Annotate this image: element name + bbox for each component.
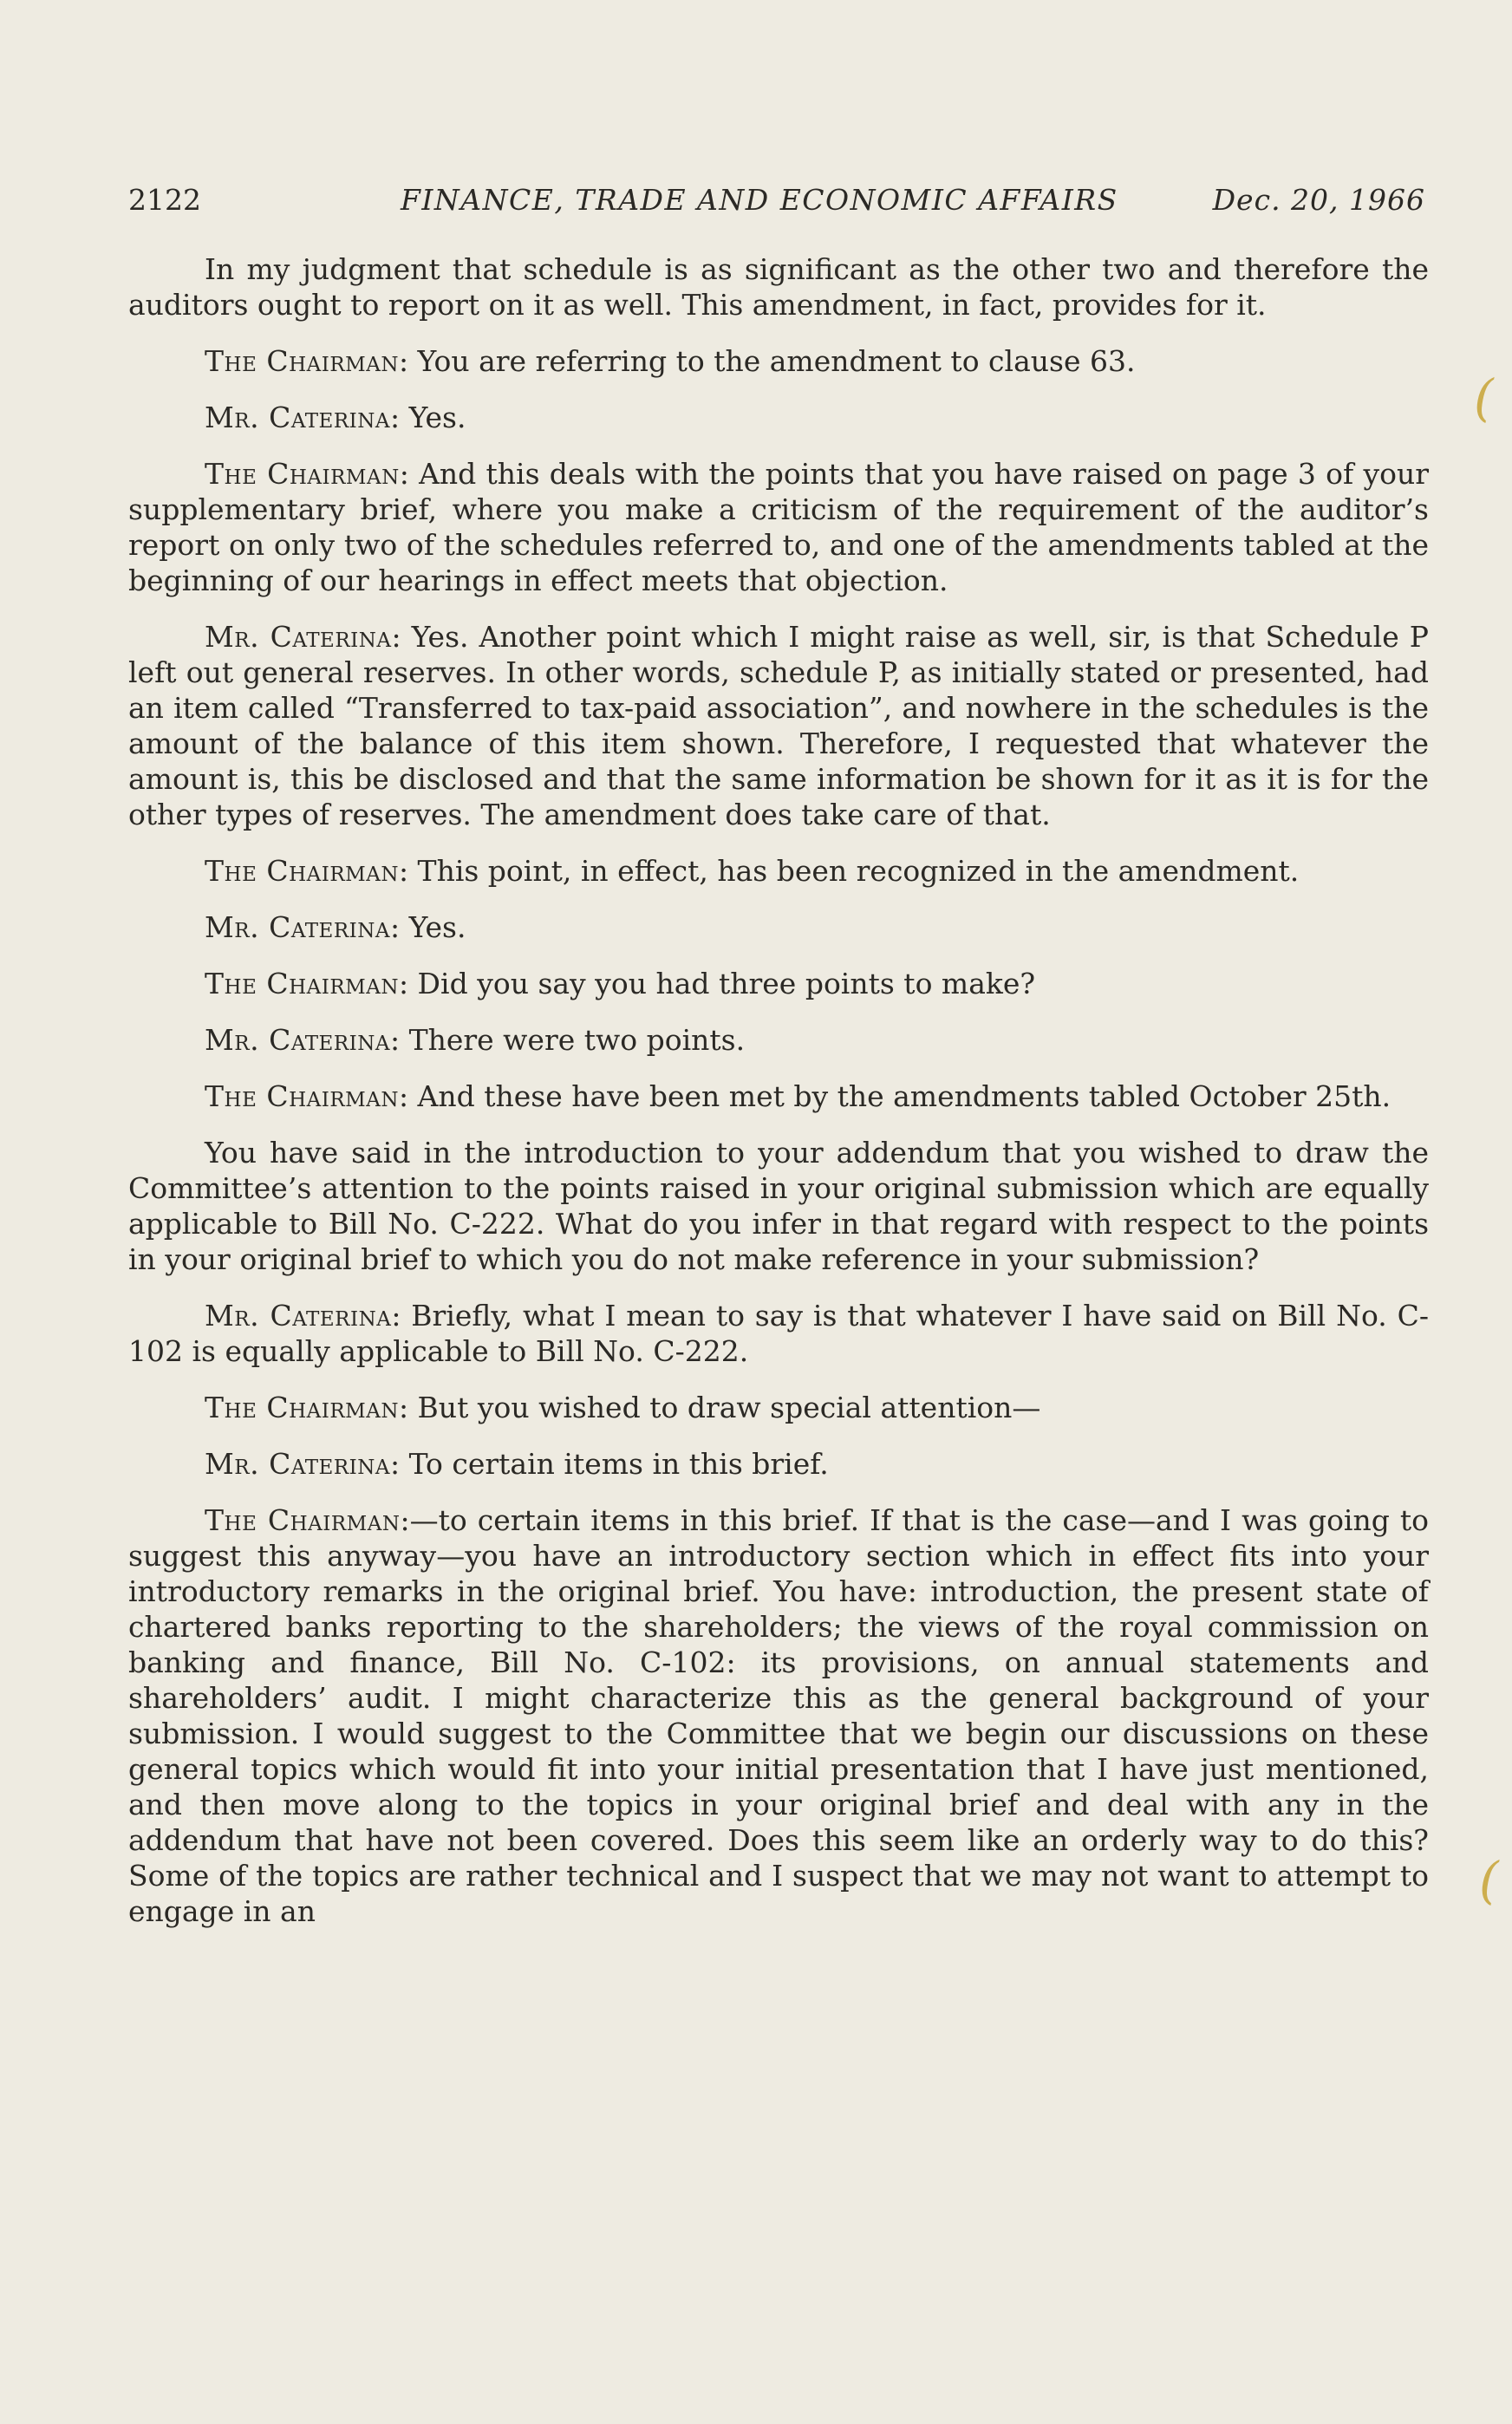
paragraph-text: : Yes. Another point which I might raise as well, sir, is that Schedule P left out general reserves. In other words, schedule P, as initially stated or presented, had an item called “Transferred to tax-paid association”, and nowhere in the schedules is the amount of the balance of this item shown. Therefore, I requested that whatever the amount is, this be disclosed and that the same information be shown for it as it is for the other types of reserves. The amendment does take care of that. bbox=[128, 620, 1429, 831]
paragraph bbox=[128, 1390, 1429, 1425]
paragraph bbox=[128, 1502, 1429, 1929]
paragraph bbox=[128, 1298, 1429, 1369]
paragraph-text: : Yes. bbox=[389, 910, 466, 944]
paragraph bbox=[128, 619, 1429, 832]
paragraph bbox=[128, 909, 1429, 945]
paragraph-text: : Yes. bbox=[389, 401, 466, 434]
speaker-name: The Chairman bbox=[205, 1391, 399, 1424]
header-date: Dec. 20, 1966 bbox=[1212, 183, 1425, 217]
page-header bbox=[128, 179, 1434, 222]
paragraph-text: : You are referring to the amendment to clause 63. bbox=[398, 344, 1136, 378]
paragraph-text: : There were two points. bbox=[389, 1023, 746, 1057]
speaker-name: The Chairman bbox=[205, 1079, 399, 1113]
speaker-name: The Chairman bbox=[205, 854, 399, 888]
speaker-name: The Chairman bbox=[205, 967, 399, 1000]
paragraph bbox=[128, 1446, 1429, 1482]
speaker-name: The Chairman bbox=[205, 344, 399, 378]
paragraph-text: In my judgment that schedule is as significant as the other two and therefore the auditors ought to report on it as well. This amendment, in fact, provides for it. bbox=[128, 252, 1429, 322]
paragraph-text: : This point, in effect, has been recognized in the amendment. bbox=[398, 854, 1300, 888]
paragraph bbox=[128, 1022, 1429, 1058]
margin-bracket-mark: ( bbox=[1479, 1851, 1499, 1910]
paragraph bbox=[128, 966, 1429, 1001]
speaker-name: The Chairman bbox=[205, 457, 400, 491]
paragraph-text: : Briefly, what I mean to say is that whatever I have said on Bill No. C-102 is equally applicable to Bill No. C-222. bbox=[128, 1299, 1429, 1368]
paragraph-text: : But you wished to draw special attention— bbox=[398, 1391, 1041, 1424]
paragraph-text: : Did you say you had three points to make? bbox=[398, 967, 1036, 1000]
speaker-name: The Chairman bbox=[205, 1503, 401, 1537]
speaker-name: Mr. Caterina bbox=[205, 910, 390, 944]
paragraph-text: :—to certain items in this brief. If that is the case—and I was going to suggest this anyway—you have an introductory section which in effect fits into your introductory remarks in the original brief. You have: introduction, the present state of chartered banks reporting to the shareholders; the views of the royal commission on banking and finance, Bill No. C-102: its provisions, on annual statements and shareholders’ audit. I might characterize this as the general background of your submission. I would suggest to the Committee that we begin our discussions on these general topics which would fit into your initial presentation that I have just mentioned, and then move along to the topics in your original brief and deal with any in the addendum that have not been covered. Does this seem like an orderly way to do this? Some of the topics are rather technical and I suspect that we may not want to attempt to engage in an bbox=[128, 1503, 1429, 1928]
page-number: 2122 bbox=[128, 183, 201, 217]
paragraph-text: You have said in the introduction to your addendum that you wished to draw the Committee’s attention to the points raised in your original submission which are equally applicable to Bill No. C-222. What do you infer in that regard with respect to the points in your original brief to which you do not make reference in your submission? bbox=[128, 1136, 1429, 1276]
paragraph bbox=[128, 456, 1429, 598]
transcript-body bbox=[128, 251, 1429, 1950]
running-title: FINANCE, TRADE AND ECONOMIC AFFAIRS bbox=[401, 183, 1118, 217]
paragraph-text: : And this deals with the points that you have raised on page 3 of your supplementary brief, where you make a criticism of the requirement of the auditor’s report on only two of the schedules referred to, and one of the amendments tabled at the beginning of our hearings in effect meets that objection. bbox=[128, 457, 1430, 597]
paragraph bbox=[128, 1078, 1429, 1114]
speaker-name: Mr. Caterina bbox=[205, 1023, 390, 1057]
paragraph bbox=[128, 400, 1429, 435]
speaker-name: Mr. Caterina bbox=[205, 1299, 392, 1333]
paragraph bbox=[128, 251, 1429, 323]
margin-bracket-mark: ( bbox=[1474, 368, 1494, 427]
speaker-name: Mr. Caterina bbox=[205, 1447, 390, 1481]
paragraph-text: : And these have been met by the amendments tabled October 25th. bbox=[398, 1079, 1391, 1113]
speaker-name: Mr. Caterina bbox=[205, 401, 390, 434]
paragraph bbox=[128, 853, 1429, 889]
paragraph-text: : To certain items in this brief. bbox=[389, 1447, 829, 1481]
paragraph bbox=[128, 343, 1429, 379]
speaker-name: Mr. Caterina bbox=[205, 620, 392, 654]
paragraph bbox=[128, 1135, 1429, 1277]
